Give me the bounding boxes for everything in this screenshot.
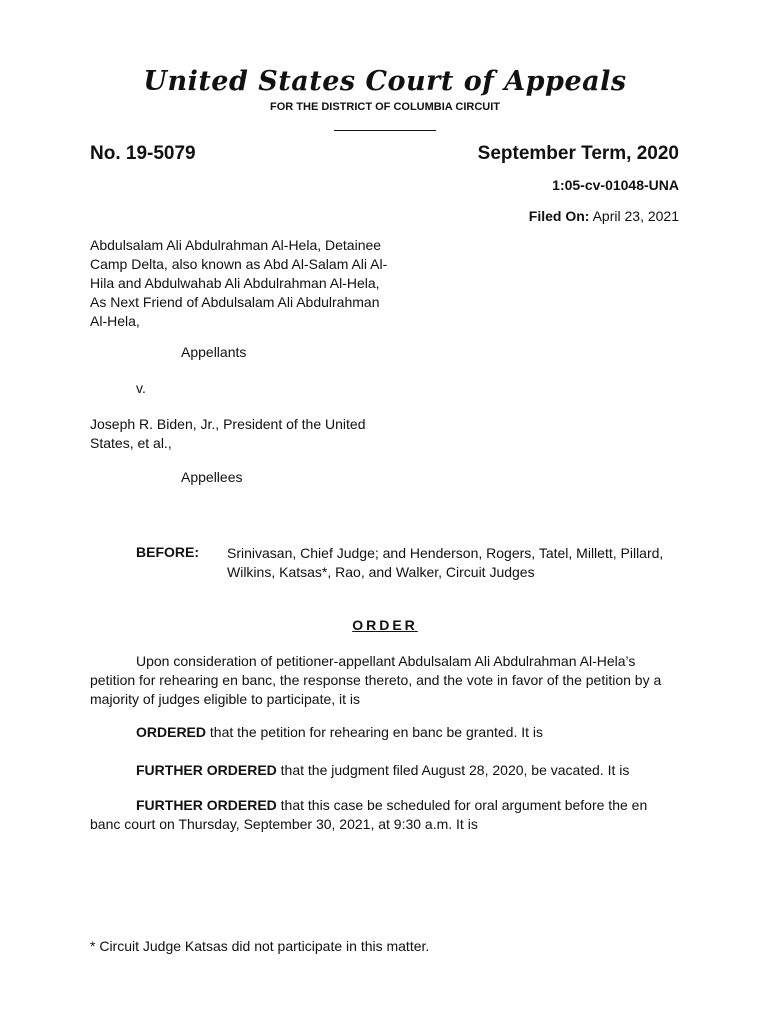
footnote: * Circuit Judge Katsas did not participate in this matter. <box>90 938 430 954</box>
court-name: United States Court of Appeals <box>143 66 627 97</box>
order-paragraph-2 <box>90 761 680 780</box>
order-text: that this case be scheduled for oral argument before the en banc court on Thursday, September 30, 2021, at 9:30 a.m. It is <box>90 797 648 832</box>
order-intro: Upon consideration of petitioner-appellant Abdulsalam Ali Abdulrahman Al-Hela’s petition for rehearing en banc, the response thereto, and the vote in favor of the petition by a majority of judges eligible to participate, it is <box>90 653 662 707</box>
order-text: that the judgment filed August 28, 2020, be vacated. It is <box>276 762 630 778</box>
order-lead: ORDERED <box>136 724 207 740</box>
appellees-names: Joseph R. Biden, Jr., President of the United States, et al., <box>90 416 366 451</box>
docket-number: 1:05-cv-01048-UNA <box>552 177 679 193</box>
order-paragraph-3 <box>90 796 680 834</box>
appellees-role: Appellees <box>181 469 243 485</box>
filed-on <box>529 208 679 224</box>
order-lead: FURTHER ORDERED <box>136 762 277 778</box>
before-label: BEFORE: <box>136 544 199 560</box>
order-text: that the petition for rehearing en banc be granted. It is <box>206 724 544 740</box>
versus: v. <box>136 380 146 396</box>
order-paragraph-1 <box>90 723 680 742</box>
panel-judges: Srinivasan, Chief Judge; and Henderson, Rogers, Tatel, Millett, Pillard, Wilkins, Katsas*, Rao, and Walker, Circuit Judges <box>227 545 664 580</box>
appellants-role: Appellants <box>181 344 247 360</box>
case-number: No. 19-5079 <box>90 143 196 164</box>
appellants-names: Abdulsalam Ali Abdulrahman Al-Hela, Detainee Camp Delta, also known as Abd Al-Salam Ali Al-Hila and Abdulwahab Ali Abdulrahman Al-Hela, As Next Friend of Abdulsalam Ali Abdulrahman Al-Hela, <box>90 237 388 329</box>
court-term: September Term, 2020 <box>477 143 679 164</box>
header-divider <box>334 130 436 131</box>
order-lead: FURTHER ORDERED <box>136 797 277 813</box>
court-circuit: FOR THE DISTRICT OF COLUMBIA CIRCUIT <box>270 101 500 113</box>
filed-date: April 23, 2021 <box>592 208 679 224</box>
filed-label: Filed On: <box>528 208 590 224</box>
order-heading: ORDER <box>352 617 418 633</box>
